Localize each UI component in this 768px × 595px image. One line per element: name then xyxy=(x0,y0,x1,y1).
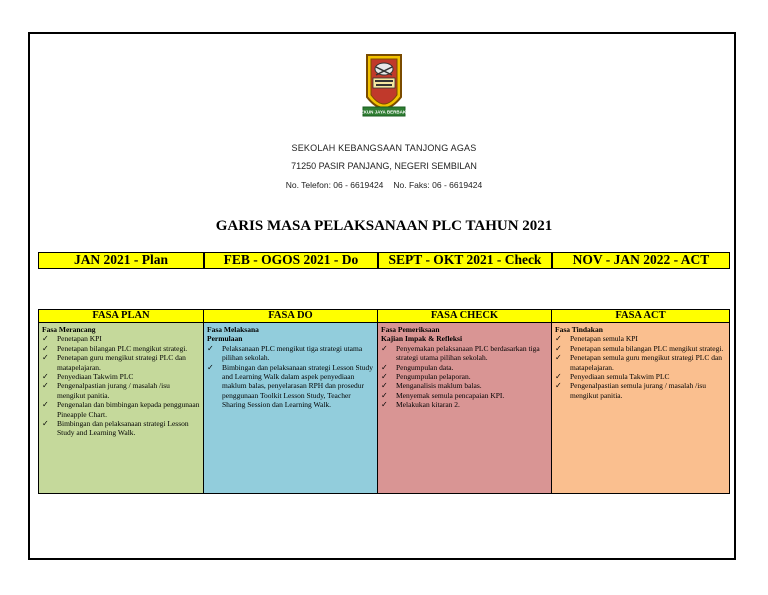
school-name: SEKOLAH KEBANGSAAN TANJONG AGAS xyxy=(291,143,477,153)
logo-banner-text: TEKUN JAYA BERBAKTI xyxy=(357,109,411,115)
timeline-act: NOV - JAN 2022 - ACT xyxy=(552,252,730,269)
phase-do-body xyxy=(204,323,377,493)
list-item: ✓ Penetapan semula KPI xyxy=(555,334,726,343)
list-item: ✓ Bimbingan dan pelaksanaan strategi Lesson Study and Learning Walk. xyxy=(42,419,200,438)
timeline-row xyxy=(38,252,730,269)
check-section-title: Fasa Pemeriksaan xyxy=(381,325,440,334)
timeline-check: SEPT - OKT 2021 - Check xyxy=(378,252,552,269)
act-section-title: Fasa Tindakan xyxy=(555,325,603,334)
list-item: ✓ Pengumpulan pelaporan. xyxy=(381,372,548,381)
plan-checklist xyxy=(42,334,200,437)
phase-act-body xyxy=(552,323,729,493)
do-subsection-title: Permulaan xyxy=(207,334,243,344)
phase-grid xyxy=(38,309,730,494)
list-item: ✓ Melakukan kitaran 2. xyxy=(381,400,548,409)
timeline-plan: JAN 2021 - Plan xyxy=(38,252,204,269)
phase-plan-heading: FASA PLAN xyxy=(39,310,203,323)
list-item: ✓ Penetapan semula guru mengikut strategi PLC dan matapelajaran. xyxy=(555,353,726,372)
phase-act-heading: FASA ACT xyxy=(552,310,729,323)
list-item: ✓ Pengenalpastian semula jurang / masalah /isu mengikut panitia. xyxy=(555,381,726,400)
check-checklist xyxy=(381,344,548,410)
phase-act-column xyxy=(552,309,730,494)
list-item: ✓ Penyediaan semula Takwim PLC xyxy=(555,372,726,381)
check-subsection-title: Kajian Impak & Refleksi xyxy=(381,334,463,344)
list-item: ✓ Penetapan semula bilangan PLC mengikut strategi. xyxy=(555,344,726,353)
school-crest-logo xyxy=(357,45,411,125)
list-item: ✓ Penyemakan pelaksanaan PLC berdasarkan tiga strategi utama pilihan sekolah. xyxy=(381,344,548,363)
list-item: ✓ Menyemak semula pencapaian KPI. xyxy=(381,391,548,400)
list-item: ✓ Pengenalan dan bimbingan kepada penggunaan Pineapple Chart. xyxy=(42,400,200,419)
plan-section-title: Fasa Merancang xyxy=(42,325,96,334)
list-item: ✓ Penetapan KPI xyxy=(42,334,200,343)
list-item: ✓ Menganalisis maklum balas. xyxy=(381,381,548,390)
do-checklist xyxy=(207,344,374,410)
do-section-title: Fasa Melaksana xyxy=(207,325,259,334)
list-item: ✓ Pengumpulan data. xyxy=(381,363,548,372)
page-title: GARIS MASA PELAKSANAAN PLC TAHUN 2021 xyxy=(215,218,553,234)
list-item: ✓ Penyediaan Takwim PLC xyxy=(42,372,200,381)
phase-check-heading: FASA CHECK xyxy=(378,310,551,323)
list-item: ✓ Penetapan guru mengikut strategi PLC dan matapelajaran. xyxy=(42,353,200,372)
school-phone: No. Telefon: 06 - 6619424 xyxy=(285,180,384,190)
phase-check-column xyxy=(378,309,552,494)
list-item: ✓ Bimbingan dan pelaksanaan strategi Lesson Study and Learning Walk dalam aspek penyediaan maklum balas, penyelarasan RPH dan prosedur penggunaan Toolkit Lesson Study, Teacher Sharing Session dan Learning Walk. xyxy=(207,363,374,410)
phase-do-heading: FASA DO xyxy=(204,310,377,323)
act-checklist xyxy=(555,334,726,400)
phase-plan-column xyxy=(38,309,204,494)
list-item: ✓ Pelaksanaan PLC mengikut tiga strategi utama pilihan sekolah. xyxy=(207,344,374,363)
school-fax: No. Faks: 06 - 6619424 xyxy=(393,180,483,190)
list-item: ✓ Penetapan bilangan PLC mengikut strategi. xyxy=(42,344,200,353)
phase-do-column xyxy=(204,309,378,494)
school-contact xyxy=(0,180,768,190)
phase-plan-body xyxy=(39,323,203,493)
phase-check-body xyxy=(378,323,551,493)
list-item: ✓ Pengenalpastian jurang / masalah /isu mengikut panitia. xyxy=(42,381,200,400)
school-address: 71250 PASIR PANJANG, NEGERI SEMBILAN xyxy=(291,161,477,171)
timeline-do: FEB - OGOS 2021 - Do xyxy=(204,252,378,269)
